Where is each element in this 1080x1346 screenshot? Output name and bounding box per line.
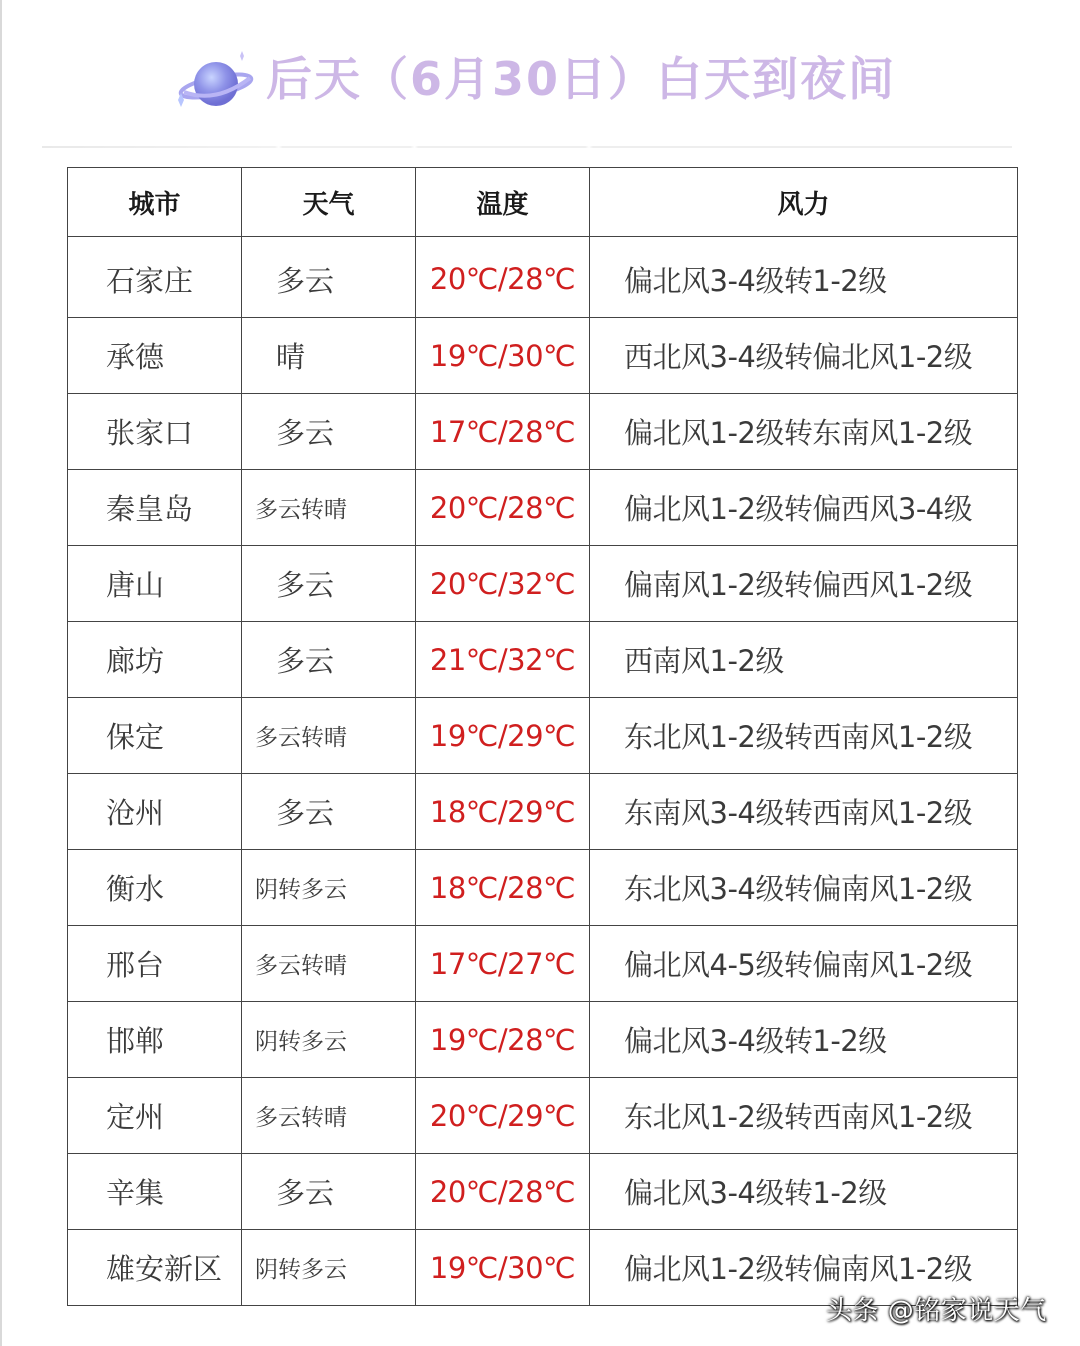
table-row bbox=[68, 774, 1018, 850]
weather-table bbox=[67, 167, 1018, 1306]
table-row bbox=[68, 1002, 1018, 1078]
temperature-cell: 19℃/28℃ bbox=[416, 1002, 590, 1078]
planet-icon bbox=[170, 48, 256, 118]
table-row bbox=[68, 698, 1018, 774]
header-wind: 风力 bbox=[590, 168, 1018, 237]
title-banner bbox=[0, 40, 1080, 120]
weather-cell: 多云转晴 bbox=[242, 1078, 416, 1154]
table-row bbox=[68, 622, 1018, 698]
temperature-cell: 19℃/30℃ bbox=[416, 318, 590, 394]
temperature-cell: 18℃/29℃ bbox=[416, 774, 590, 850]
header-weather: 天气 bbox=[242, 168, 416, 237]
temperature-cell: 20℃/28℃ bbox=[416, 1154, 590, 1230]
city-cell: 邯郸 bbox=[68, 1002, 242, 1078]
wind-cell: 偏北风3-4级转1-2级 bbox=[590, 237, 1018, 318]
wind-cell: 西北风3-4级转偏北风1-2级 bbox=[590, 318, 1018, 394]
weather-cell: 阴转多云 bbox=[242, 1002, 416, 1078]
wind-cell: 偏北风1-2级转偏南风1-2级 bbox=[590, 1230, 1018, 1306]
temperature-cell: 20℃/29℃ bbox=[416, 1078, 590, 1154]
city-cell: 保定 bbox=[68, 698, 242, 774]
weather-cell: 阴转多云 bbox=[242, 850, 416, 926]
weather-cell: 多云 bbox=[242, 1154, 416, 1230]
temperature-cell: 19℃/29℃ bbox=[416, 698, 590, 774]
header-temperature: 温度 bbox=[416, 168, 590, 237]
wind-cell: 东北风3-4级转偏南风1-2级 bbox=[590, 850, 1018, 926]
wind-cell: 偏北风3-4级转1-2级 bbox=[590, 1154, 1018, 1230]
table-header-row bbox=[68, 168, 1018, 237]
city-cell: 邢台 bbox=[68, 926, 242, 1002]
weather-cell: 多云 bbox=[242, 394, 416, 470]
city-cell: 雄安新区 bbox=[68, 1230, 242, 1306]
page-title: 后天（6月30日）白天到夜间 bbox=[266, 52, 897, 106]
weather-cell: 多云 bbox=[242, 774, 416, 850]
weather-cell: 多云转晴 bbox=[242, 698, 416, 774]
page-edge bbox=[0, 0, 2, 1346]
wind-cell: 偏南风1-2级转偏西风1-2级 bbox=[590, 546, 1018, 622]
title-divider bbox=[42, 146, 1012, 148]
header-city: 城市 bbox=[68, 168, 242, 237]
city-cell: 沧州 bbox=[68, 774, 242, 850]
wind-cell: 偏北风3-4级转1-2级 bbox=[590, 1002, 1018, 1078]
city-cell: 辛集 bbox=[68, 1154, 242, 1230]
table-row bbox=[68, 1078, 1018, 1154]
city-cell: 承德 bbox=[68, 318, 242, 394]
temperature-cell: 20℃/28℃ bbox=[416, 470, 590, 546]
city-cell: 唐山 bbox=[68, 546, 242, 622]
city-cell: 张家口 bbox=[68, 394, 242, 470]
wind-cell: 西南风1-2级 bbox=[590, 622, 1018, 698]
temperature-cell: 20℃/32℃ bbox=[416, 546, 590, 622]
wind-cell: 东北风1-2级转西南风1-2级 bbox=[590, 698, 1018, 774]
table-row bbox=[68, 394, 1018, 470]
table-row bbox=[68, 1154, 1018, 1230]
temperature-cell: 19℃/30℃ bbox=[416, 1230, 590, 1306]
weather-cell: 阴转多云 bbox=[242, 1230, 416, 1306]
city-cell: 衡水 bbox=[68, 850, 242, 926]
table-row bbox=[68, 926, 1018, 1002]
wind-cell: 东北风1-2级转西南风1-2级 bbox=[590, 1078, 1018, 1154]
table-row bbox=[68, 318, 1018, 394]
temperature-cell: 20℃/28℃ bbox=[416, 237, 590, 318]
temperature-cell: 17℃/27℃ bbox=[416, 926, 590, 1002]
wind-cell: 东南风3-4级转西南风1-2级 bbox=[590, 774, 1018, 850]
wind-cell: 偏北风1-2级转东南风1-2级 bbox=[590, 394, 1018, 470]
city-cell: 石家庄 bbox=[68, 237, 242, 318]
weather-cell: 多云 bbox=[242, 546, 416, 622]
city-cell: 秦皇岛 bbox=[68, 470, 242, 546]
table-row bbox=[68, 850, 1018, 926]
table-row bbox=[68, 546, 1018, 622]
city-cell: 廊坊 bbox=[68, 622, 242, 698]
temperature-cell: 21℃/32℃ bbox=[416, 622, 590, 698]
weather-cell: 多云转晴 bbox=[242, 470, 416, 546]
weather-cell: 多云转晴 bbox=[242, 926, 416, 1002]
weather-cell: 多云 bbox=[242, 622, 416, 698]
table-row bbox=[68, 237, 1018, 318]
wind-cell: 偏北风1-2级转偏西风3-4级 bbox=[590, 470, 1018, 546]
watermark: 头条 @铭家说天气 bbox=[826, 1296, 1047, 1326]
city-cell: 定州 bbox=[68, 1078, 242, 1154]
weather-cell: 晴 bbox=[242, 318, 416, 394]
table-row bbox=[68, 470, 1018, 546]
wind-cell: 偏北风4-5级转偏南风1-2级 bbox=[590, 926, 1018, 1002]
temperature-cell: 17℃/28℃ bbox=[416, 394, 590, 470]
weather-cell: 多云 bbox=[242, 237, 416, 318]
temperature-cell: 18℃/28℃ bbox=[416, 850, 590, 926]
